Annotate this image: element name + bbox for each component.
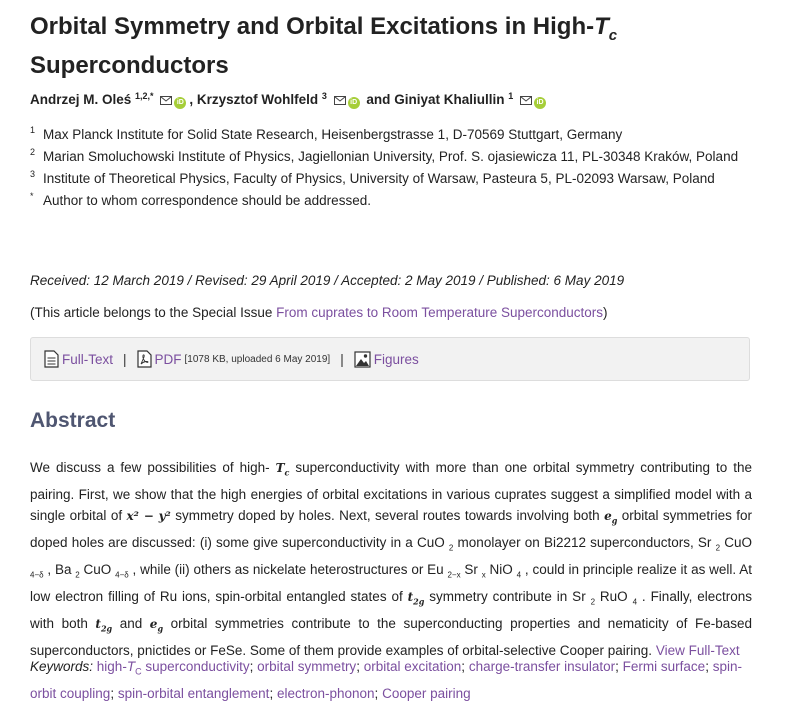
keyword-link[interactable]: Fermi surface [622, 659, 706, 674]
pdf-link[interactable]: PDF [154, 351, 182, 367]
special-issue-note: (This article belongs to the Special Issue From cuprates to Room Temperature Superconductors) [30, 305, 608, 320]
keyword-link[interactable]: spin-orbital entanglement [117, 685, 270, 701]
affiliation-item: 3 Institute of Theoretical Physics, Faculty of Physics, University of Warsaw, Pasteura 5, PL-02093 Warsaw, Poland [30, 169, 715, 186]
author-list: Andrzej M. Oleś $^{1,2,*}$ iD , Krzysztof Wohlfeld $^3$ iD and Giniyat Khaliullin $^1$ iD [30, 91, 549, 109]
keyword-link[interactable]: orbital symmetry [257, 659, 357, 674]
author-name[interactable]: Giniyat Khaliullin [394, 92, 505, 107]
document-icon [44, 350, 59, 368]
author-name[interactable]: Krzysztof Wohlfeld [196, 92, 319, 107]
affiliation-item: 2 Marian Smoluchowski Institute of Physics, Jagiellonian University, Prof. S. ojasiewicza 11, PL-30348 Kraków, Poland [30, 147, 739, 164]
orcid-icon[interactable]: iD [534, 97, 546, 109]
keywords-label: Keywords: [30, 659, 94, 674]
email-icon[interactable] [160, 96, 172, 105]
correspondence-note: * Author to whom correspondence should be addressed. [30, 191, 371, 208]
keywords-list: Keywords: high-$T_C$ superconductivity; orbital symmetry; orbital excitation; charge-transfer insulator; Fermi surface; spin-orbit coupling; spin-orbital entanglement; electron-phonon; Cooper pairing [30, 659, 742, 701]
download-toolbar: Full-Text | PDF [1078 KB, uploaded 6 May 2019] | Figures [30, 337, 750, 381]
article-title: Orbital Symmetry and Orbital Excitations in High-$T_c$ Superconductors [30, 13, 618, 79]
author-name[interactable]: Andrzej M. Oleś [30, 92, 132, 107]
orcid-icon[interactable]: iD [348, 97, 360, 109]
figures-link[interactable]: Figures [373, 351, 419, 367]
pdf-icon [137, 350, 152, 368]
special-issue-link[interactable]: From cuprates to Room Temperature Superconductors [276, 305, 604, 320]
affiliation-item: 1 Max Planck Institute for Solid State Research, Heisenbergstrasse 1, D-70569 Stuttgart, Germany [30, 125, 623, 142]
keyword-link[interactable]: orbital excitation [363, 659, 462, 674]
keyword-link[interactable]: charge-transfer insulator [468, 659, 616, 674]
keyword-link[interactable]: electron-phonon [276, 685, 375, 701]
full-text-link[interactable]: Full-Text [62, 351, 114, 367]
image-icon [354, 351, 371, 368]
keyword-link[interactable]: high-$T_C$ superconductivity [96, 659, 250, 677]
keyword-link[interactable]: spin-orbit coupling [30, 659, 742, 701]
publication-dates: Received: 12 March 2019 / Revised: 29 April 2019 / Accepted: 2 May 2019 / Published: 6 May 2019 [30, 273, 625, 288]
orcid-icon[interactable]: iD [174, 97, 186, 109]
affiliation-list [30, 125, 750, 213]
view-full-text-link[interactable]: View Full-Text [655, 643, 740, 659]
abstract-text: We discuss a few possibilities of high- $T_c$ superconductivity with more than one orbital symmetry contributing to the pairing. First, we show that the high energies of orbital excitations in various cuprates suggest a simplified model with a single orbital of x² − y² symmetry doped by holes. Next, several routes towards involving both $e_g$ orbital symmetries for doped holes are discussed: (i) some give superconductivity in a CuO $_2$ monolayer on Bi2212 superconductors, Sr $_2$ CuO $_{4-\delta}$ , Ba $_2$ CuO $_{4-\delta}$ , while (ii) others as nickelate heterostructures or Eu $_{2-x}$ Sr $_x$ NiO $_4$ , could in principle realize it as well. At low electron filling of Ru ions, spin-orbital entangled states of $t_{2g}$ symmetry contribute in Sr $_2$ RuO $_4$ . Finally, electrons with both $t_{2g}$ and $e_g$ orbital symmetries contribute to the superconducting properties and nematicity of Fe-based superconductors, pnictides or FeSe. Some of them provide examples of orbital-selective Cooper pairing. View Full-Text [30, 460, 753, 659]
keyword-link[interactable]: Cooper pairing [382, 685, 471, 701]
abstract-heading: Abstract [30, 409, 116, 432]
pdf-info: [1078 KB, uploaded 6 May 2019] [184, 353, 331, 365]
email-icon[interactable] [520, 96, 532, 105]
email-icon[interactable] [334, 96, 346, 105]
